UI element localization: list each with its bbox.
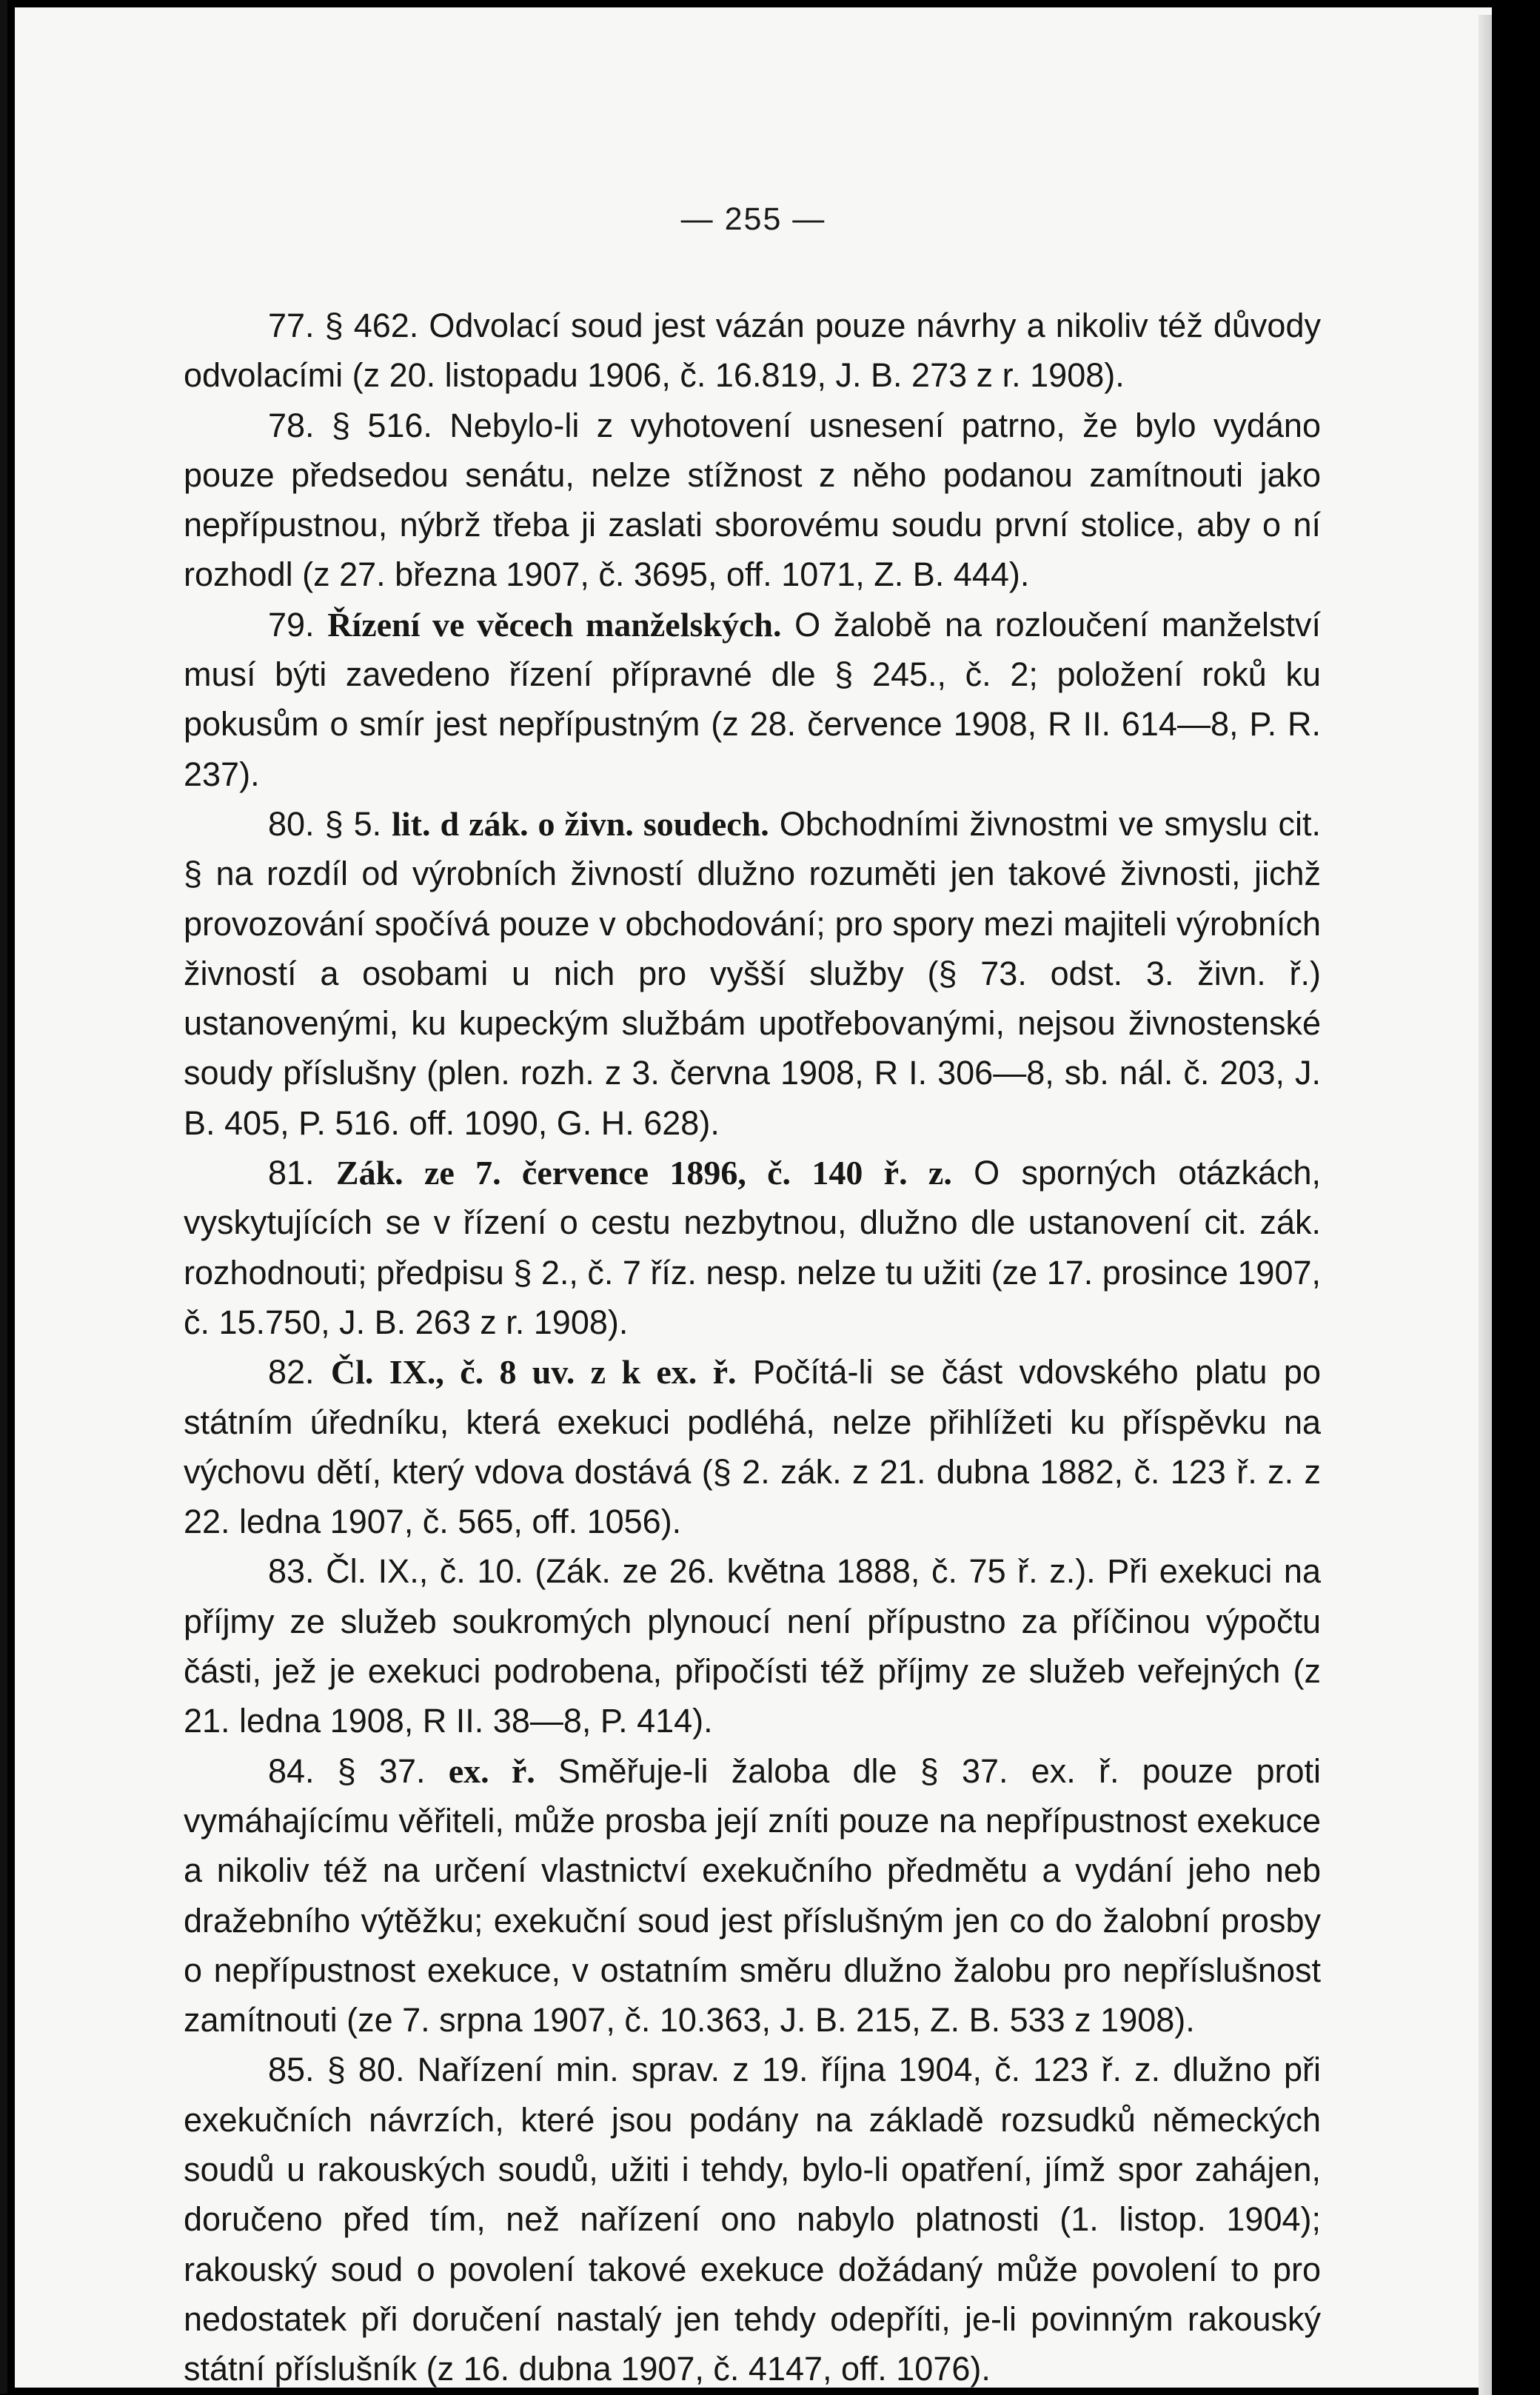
entry-number: 77. (268, 307, 315, 344)
entry-number: 82. (268, 1353, 315, 1392)
page-body (184, 301, 1321, 2394)
entry-heading: Řízení ve věcech manželských. (327, 605, 782, 644)
entry-heading: lit. d zák. o živn. soudech. (392, 804, 769, 843)
entry-heading: Čl. IX., č. 8 uv. z k ex. ř. (330, 1353, 737, 1392)
entry-text: Směřuje-li žaloba dle § 37. ex. ř. pouze proti vymáhajícímu věřiteli, může prosba její zníti pouze na nepřípustnost exekuce a nikoliv též na určení vlastnictví exekučního předmětu a vydání jeho neb dražebního výtěžku; exekuční soud jest příslušným jen co do žalobní prosby o nepřípustnost exekuce, v ostatním směru dlužno žalobu pro nepříslušnost zamítnouti (ze 7. srpna 1907, č. 10.363, J. B. 215, Z. B. 533 z 1908). (184, 1751, 1321, 2040)
entry-number: 85. (268, 2051, 315, 2089)
entry-heading: Zák. ze 7. července 1896, č. 140 ř. z. (335, 1154, 952, 1192)
entry-77 (184, 301, 1321, 401)
entry-section: § 5. (324, 804, 382, 843)
entry-number: 78. (268, 406, 315, 444)
entry-text: Čl. IX., č. 10. (Zák. ze 26. května 1888, č. 75 ř. z.). Při exekuci na příjmy ze služeb soukromých plynoucí není přípustno za příčinou výpočtu části, jež je exekuci podrobena, připočísti též příjmy ze služeb veřejných (z 21. ledna 1908, R II. 38—8, P. 414). (184, 1552, 1321, 1740)
book-spine-edge (0, 0, 7, 2394)
entry-79 (184, 600, 1321, 799)
book-page (15, 7, 1492, 2388)
entry-text: Obchodními živnostmi ve smyslu cit. § na rozdíl od výrobních živností dlužno rozuměti jen takové živnosti, jichž provozování spočívá pouze v obchodování; pro spory mezi majiteli výrobních živností a osobami u nich pro vyšší služby (§ 73. odst. 3. živn. ř.) ustanovenými, ku kupeckým službám upotřebovanými, nejsou živnostenské soudy příslušny (plen. rozh. z 3. června 1908, R I. 306—8, sb. nál. č. 203, J. B. 405, P. 516. off. 1090, G. H. 628). (184, 804, 1321, 1142)
entry-heading: ex. ř. (448, 1751, 535, 1790)
entry-text: O sporných otázkách, vyskytujících se v řízení o cestu nezbytnou, dlužno dle ustanovení cit. zák. rozhodnouti; předpisu § 2., č. 7 říz. nesp. nelze tu užiti (ze 17. prosince 1907, č. 15.750, J. B. 263 z r. 1908). (184, 1154, 1321, 1341)
entry-text: § 516. Nebylo-li z vyhotovení usnesení patrno, že bylo vydáno pouze předsedou senátu, nelze stížnost z něho podanou zamítnouti jako nepřípustnou, nýbrž třeba ji zaslati sborovému soudu první stolice, aby o ní rozhodl (z 27. března 1907, č. 3695, off. 1071, Z. B. 444). (184, 406, 1321, 594)
entry-section: § 37. (337, 1751, 426, 1790)
entry-number: 79. (268, 605, 315, 644)
page-number: — 255 — (680, 201, 826, 237)
entry-81 (184, 1148, 1321, 1347)
entry-number: 81. (268, 1154, 315, 1192)
entry-83 (184, 1546, 1321, 1746)
entry-text: § 80. Nařízení min. sprav. z 19. října 1904, č. 123 ř. z. dlužno při exekučních návrzích, které jsou podány na základě rozsudků německých soudů u rakouských soudů, užiti i tehdy, bylo-li opatření, jímž spor zahájen, doručeno před tím, než nařízení ono nabylo platnosti (1. listop. 1904); rakouský soud o povolení takové exekuce dožádaný může povolení to pro nedostatek při doručení nastalý jen tehdy odepříti, je-li povinným rakouský státní příslušník (z 16. dubna 1907, č. 4147, off. 1076). (184, 2051, 1321, 2388)
entry-78 (184, 401, 1321, 600)
entry-text: § 462. Odvolací soud jest vázán pouze návrhy a nikoliv též důvody odvolacími (z 20. listopadu 1906, č. 16.819, J. B. 273 z r. 1908). (184, 307, 1321, 395)
entry-number: 83. (268, 1552, 315, 1591)
entry-84 (184, 1746, 1321, 2045)
entry-text: Počítá-li se část vdovského platu po státním úředníku, která exekuci podléhá, nelze přihlížeti ku příspěvku na výchovu dětí, který vdova dostává (§ 2. zák. z 21. dubna 1882, č. 123 ř. z. z 22. ledna 1907, č. 565, off. 1056). (184, 1353, 1321, 1541)
page-edge-shadow (1479, 15, 1492, 2395)
entry-82 (184, 1347, 1321, 1546)
entry-80 (184, 799, 1321, 1148)
entry-85 (184, 2045, 1321, 2394)
entry-number: 84. (268, 1751, 315, 1790)
entry-text: O žalobě na rozloučení manželství musí býti zavedeno řízení přípravné dle § 245., č. 2; položení roků ku pokusům o smír jest nepřípustným (z 28. července 1908, R II. 614—8, P. R. 237). (184, 605, 1321, 793)
entry-number: 80. (268, 804, 315, 843)
